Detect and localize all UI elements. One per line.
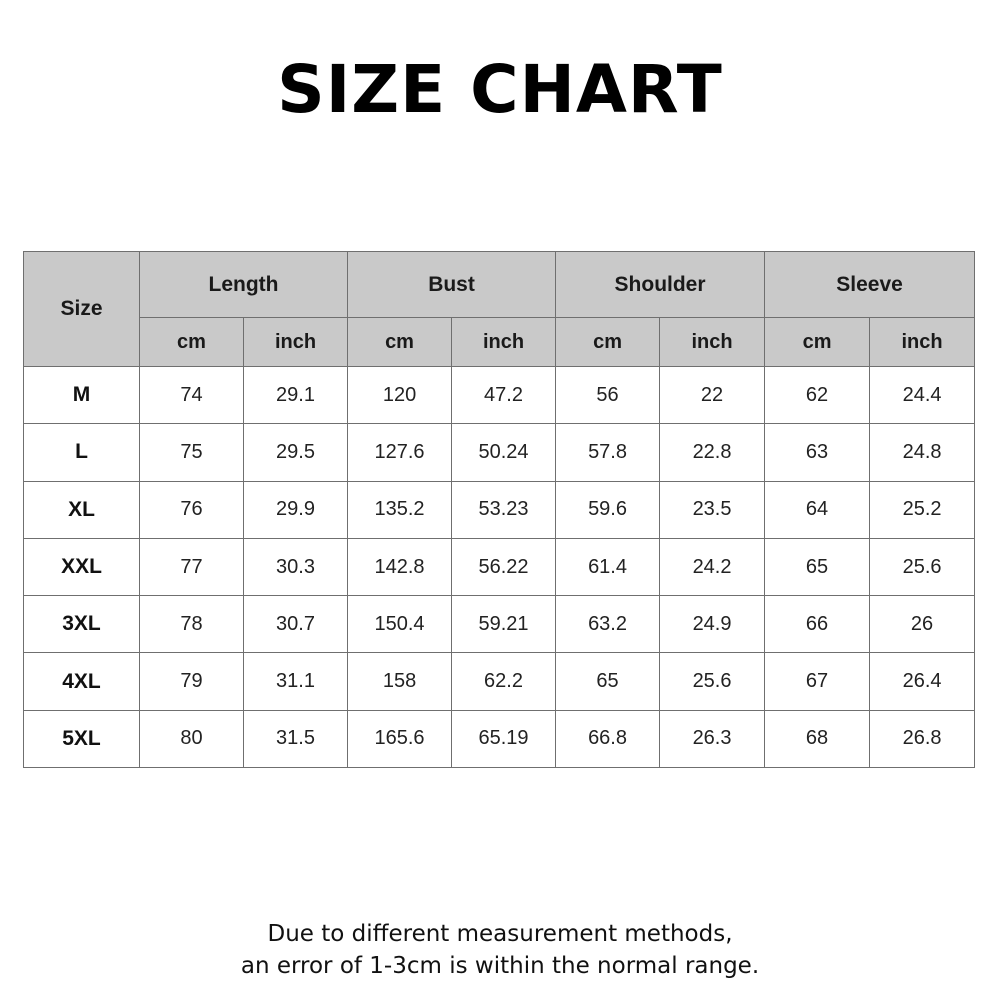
- measurement-cell: 77: [140, 538, 244, 595]
- table-body: [24, 367, 975, 768]
- note-line-1: Due to different measurement methods,: [267, 921, 733, 947]
- size-chart-table: [23, 251, 975, 768]
- measurement-cell: 25.2: [870, 481, 975, 538]
- group-header-sleeve: Sleeve: [765, 252, 975, 318]
- measurement-cell: 80: [140, 710, 244, 767]
- table-row: [24, 596, 975, 653]
- measurement-cell: 30.3: [244, 538, 348, 595]
- measurement-cell: 59.6: [556, 481, 660, 538]
- measurement-cell: 31.1: [244, 653, 348, 710]
- group-header-shoulder: Shoulder: [556, 252, 765, 318]
- measurement-cell: 57.8: [556, 424, 660, 481]
- measurement-cell: 63: [765, 424, 870, 481]
- measurement-cell: 120: [348, 367, 452, 424]
- measurement-cell: 22: [660, 367, 765, 424]
- table-row: [24, 538, 975, 595]
- unit-header: inch: [870, 318, 975, 367]
- table-row: [24, 481, 975, 538]
- measurement-cell: 78: [140, 596, 244, 653]
- group-header-bust: Bust: [348, 252, 556, 318]
- measurement-cell: 150.4: [348, 596, 452, 653]
- measurement-cell: 66: [765, 596, 870, 653]
- measurement-cell: 24.8: [870, 424, 975, 481]
- measurement-cell: 50.24: [452, 424, 556, 481]
- unit-header: inch: [244, 318, 348, 367]
- measurement-cell: 61.4: [556, 538, 660, 595]
- table-row: [24, 653, 975, 710]
- size-label-cell: L: [24, 424, 140, 481]
- measurement-cell: 67: [765, 653, 870, 710]
- measurement-cell: 24.9: [660, 596, 765, 653]
- size-label-cell: M: [24, 367, 140, 424]
- measurement-cell: 68: [765, 710, 870, 767]
- unit-header: cm: [765, 318, 870, 367]
- measurement-cell: 62: [765, 367, 870, 424]
- measurement-cell: 62.2: [452, 653, 556, 710]
- size-label-cell: 4XL: [24, 653, 140, 710]
- measurement-cell: 23.5: [660, 481, 765, 538]
- measurement-cell: 47.2: [452, 367, 556, 424]
- measurement-cell: 65: [765, 538, 870, 595]
- measurement-cell: 29.5: [244, 424, 348, 481]
- measurement-cell: 165.6: [348, 710, 452, 767]
- measurement-cell: 56: [556, 367, 660, 424]
- size-column-header: Size: [24, 252, 140, 367]
- measurement-cell: 30.7: [244, 596, 348, 653]
- unit-header: inch: [660, 318, 765, 367]
- measurement-cell: 31.5: [244, 710, 348, 767]
- unit-header: cm: [556, 318, 660, 367]
- measurement-cell: 63.2: [556, 596, 660, 653]
- size-label-cell: 3XL: [24, 596, 140, 653]
- measurement-cell: 29.1: [244, 367, 348, 424]
- unit-header: cm: [348, 318, 452, 367]
- size-label-cell: 5XL: [24, 710, 140, 767]
- page-title: SIZE CHART: [277, 51, 723, 128]
- measurement-cell: 142.8: [348, 538, 452, 595]
- group-header-length: Length: [140, 252, 348, 318]
- measurement-cell: 74: [140, 367, 244, 424]
- unit-header: cm: [140, 318, 244, 367]
- table-row: [24, 367, 975, 424]
- measurement-note: [0, 918, 1000, 982]
- measurement-cell: 25.6: [870, 538, 975, 595]
- measurement-cell: 66.8: [556, 710, 660, 767]
- measurement-cell: 26: [870, 596, 975, 653]
- measurement-cell: 158: [348, 653, 452, 710]
- table-row: [24, 710, 975, 767]
- measurement-cell: 65: [556, 653, 660, 710]
- measurement-cell: 25.6: [660, 653, 765, 710]
- measurement-cell: 24.2: [660, 538, 765, 595]
- measurement-cell: 127.6: [348, 424, 452, 481]
- measurement-cell: 76: [140, 481, 244, 538]
- measurement-cell: 79: [140, 653, 244, 710]
- note-line-2: an error of 1-3cm is within the normal range.: [240, 953, 760, 979]
- table-row: [24, 424, 975, 481]
- size-label-cell: XXL: [24, 538, 140, 595]
- measurement-cell: 29.9: [244, 481, 348, 538]
- measurement-cell: 56.22: [452, 538, 556, 595]
- measurement-cell: 26.4: [870, 653, 975, 710]
- measurement-cell: 53.23: [452, 481, 556, 538]
- measurement-cell: 22.8: [660, 424, 765, 481]
- measurement-cell: 64: [765, 481, 870, 538]
- measurement-cell: 26.8: [870, 710, 975, 767]
- measurement-cell: 75: [140, 424, 244, 481]
- measurement-cell: 135.2: [348, 481, 452, 538]
- measurement-cell: 26.3: [660, 710, 765, 767]
- measurement-cell: 24.4: [870, 367, 975, 424]
- size-label-cell: XL: [24, 481, 140, 538]
- measurement-cell: 59.21: [452, 596, 556, 653]
- unit-header: inch: [452, 318, 556, 367]
- measurement-cell: 65.19: [452, 710, 556, 767]
